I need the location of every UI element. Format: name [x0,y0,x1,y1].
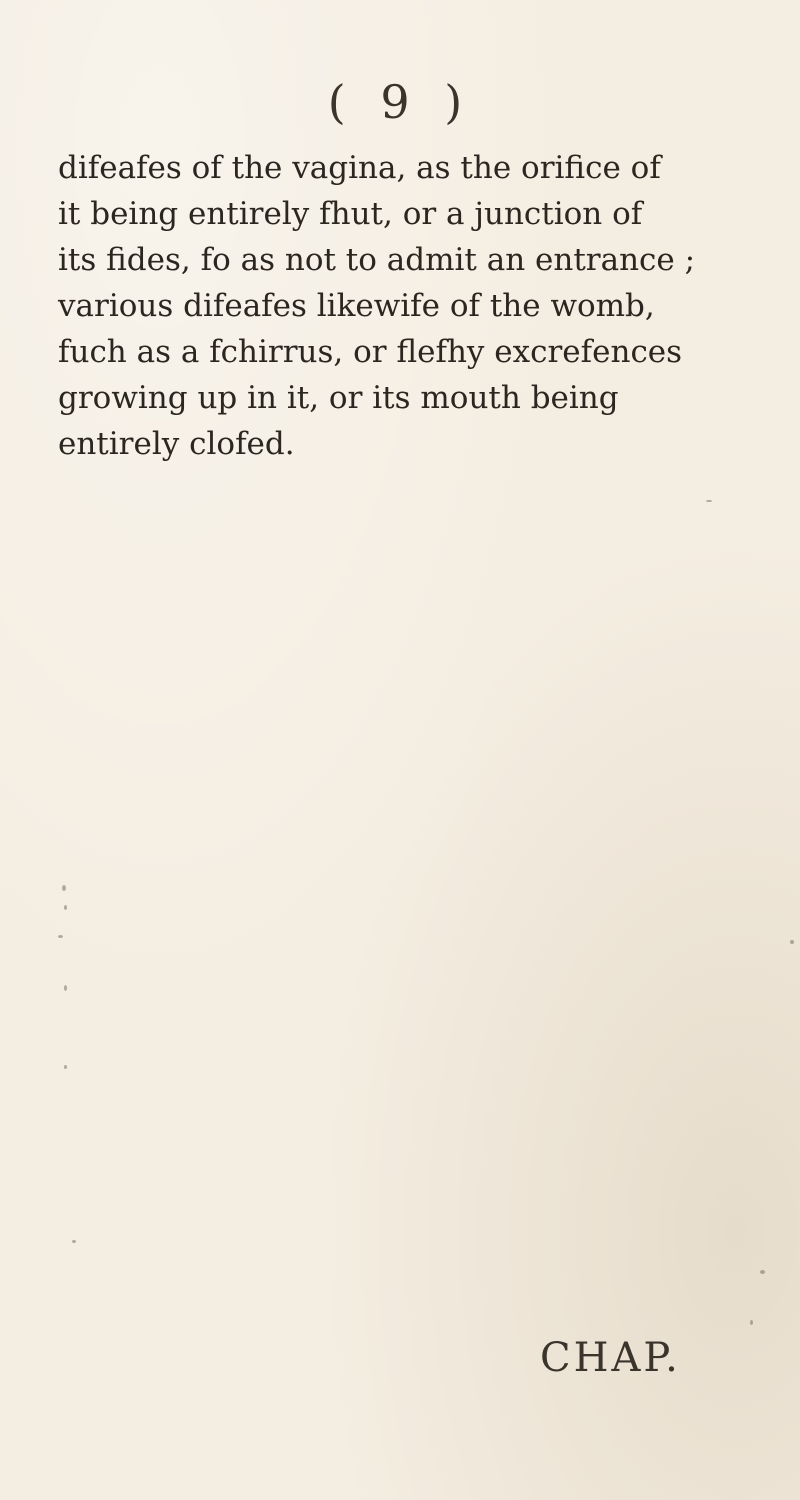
paper-speck [790,940,794,944]
page-number: ( 9 ) [327,75,473,129]
paper-speck [64,1065,67,1069]
paper-speck [58,935,63,938]
text-line: difeafes of the vagina, as the orifice of [58,150,661,186]
body-paragraph [58,145,748,467]
paper-speck [750,1320,753,1325]
paper-speck [760,1270,765,1274]
text-line: entirely clofed. [58,426,295,462]
text-line: growing up in it, or its mouth being [58,380,619,416]
paper-speck [706,500,712,502]
catchword: CHAP. [540,1335,681,1381]
paper-speck [62,885,66,891]
paper-speck [72,1240,76,1243]
paper-speck [64,985,67,991]
text-line: its fides, fo as not to admit an entrance ; [58,242,696,278]
paper-speck [64,905,67,910]
text-line: various difeafes likewife of the womb, [58,288,655,324]
text-line: fuch as a fchirrus, or flefhy excrefences [58,334,683,370]
text-line: it being entirely fhut, or a junction of [58,196,643,232]
